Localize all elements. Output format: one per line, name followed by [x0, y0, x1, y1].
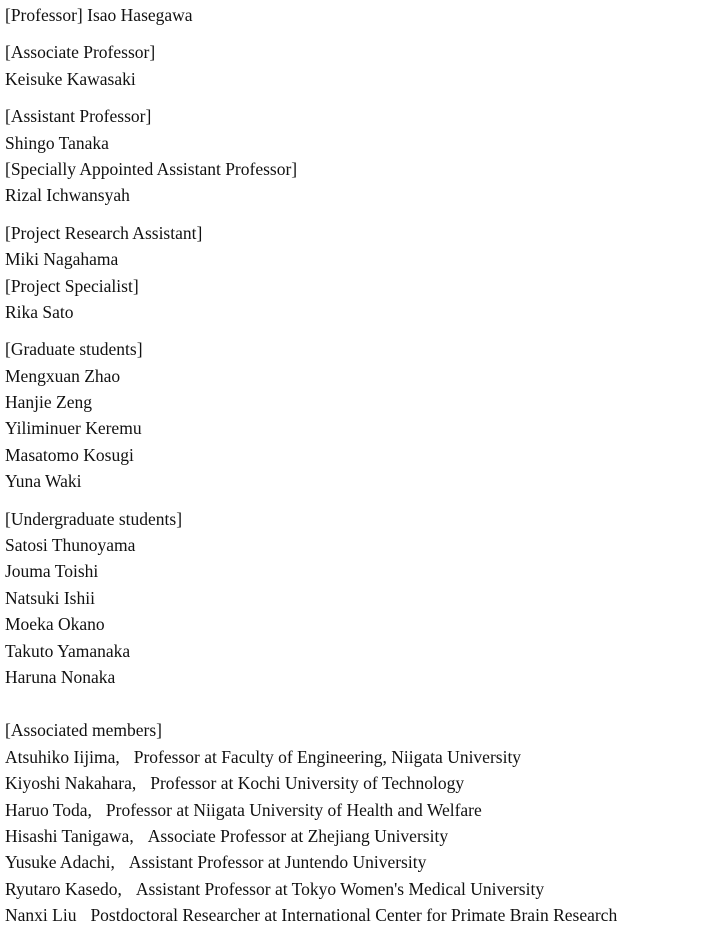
associated-member-row [5, 799, 717, 825]
name-project-research-assistant: Miki Nagahama [5, 249, 119, 270]
section-project-staff [5, 222, 717, 328]
heading-graduate-students: [Graduate students] [5, 339, 143, 360]
section-associated-members [5, 719, 717, 930]
heading-associate-professor: [Associate Professor] [5, 42, 156, 63]
section-graduate-students [5, 338, 717, 496]
undergraduate-student-name: Natsuki Ishii [5, 587, 95, 608]
associated-member-role: Professor at Kochi University of Technology [150, 773, 465, 794]
associated-member-row [5, 772, 717, 798]
undergraduate-student-name: Moeka Okano [5, 614, 105, 635]
heading-associated-members: [Associated members] [5, 720, 162, 741]
associated-member-name: Haruo Toda, [5, 799, 92, 820]
graduate-student-name: Mengxuan Zhao [5, 365, 121, 386]
name-assistant-professor: Shingo Tanaka [5, 132, 109, 153]
associated-member-role: Assistant Professor at Juntendo University [128, 852, 427, 873]
heading-assistant-professor: [Assistant Professor] [5, 106, 152, 127]
associated-member-row [5, 825, 717, 851]
associated-member-row [5, 904, 717, 930]
name-project-specialist: Rika Sato [5, 301, 74, 322]
section-undergraduate-students [5, 508, 717, 693]
members-document [5, 4, 717, 931]
professor-line: [Professor] Isao Hasegawa [5, 5, 193, 25]
associated-member-name: Atsuhiko Iijima, [5, 746, 120, 767]
undergraduate-student-name: Jouma Toishi [5, 561, 99, 582]
associated-member-row [5, 878, 717, 904]
heading-project-specialist: [Project Specialist] [5, 275, 139, 296]
associated-member-role: Postdoctoral Researcher at International Center for Primate Brain Research [90, 905, 618, 926]
graduate-student-name: Hanjie Zeng [5, 392, 92, 413]
section-assistant-professor [5, 105, 717, 211]
associated-member-role: Professor at Niigata University of Health and Welfare [105, 799, 482, 820]
section-associate-professor [5, 41, 717, 94]
associated-member-role: Assistant Professor at Tokyo Women's Medical University [135, 878, 545, 899]
associated-member-name: Kiyoshi Nakahara, [5, 773, 137, 794]
graduate-student-name: Masatomo Kosugi [5, 444, 134, 465]
heading-specially-appointed: [Specially Appointed Assistant Professor] [5, 158, 298, 179]
associated-member-name: Nanxi Liu [5, 905, 77, 926]
associated-member-row [5, 851, 717, 877]
associated-member-row [5, 746, 717, 772]
associated-member-name: Hisashi Tanigawa, [5, 825, 134, 846]
name-specially-appointed: Rizal Ichwansyah [5, 185, 130, 206]
associated-member-role: Associate Professor at Zhejiang University [147, 825, 449, 846]
associated-member-role: Professor at Faculty of Engineering, Niigata University [133, 746, 522, 767]
heading-project-research-assistant: [Project Research Assistant] [5, 222, 203, 243]
undergraduate-student-name: Haruna Nonaka [5, 666, 116, 687]
graduate-student-name: Yiliminuer Keremu [5, 418, 142, 439]
name-associate-professor: Keisuke Kawasaki [5, 68, 136, 89]
heading-undergraduate-students: [Undergraduate students] [5, 508, 183, 529]
undergraduate-student-name: Satosi Thunoyama [5, 535, 136, 556]
associated-member-name: Yusuke Adachi, [5, 852, 115, 873]
associated-member-name: Ryutaro Kasedo, [5, 878, 122, 899]
undergraduate-student-name: Takuto Yamanaka [5, 640, 131, 661]
graduate-student-name: Yuna Waki [5, 471, 82, 492]
